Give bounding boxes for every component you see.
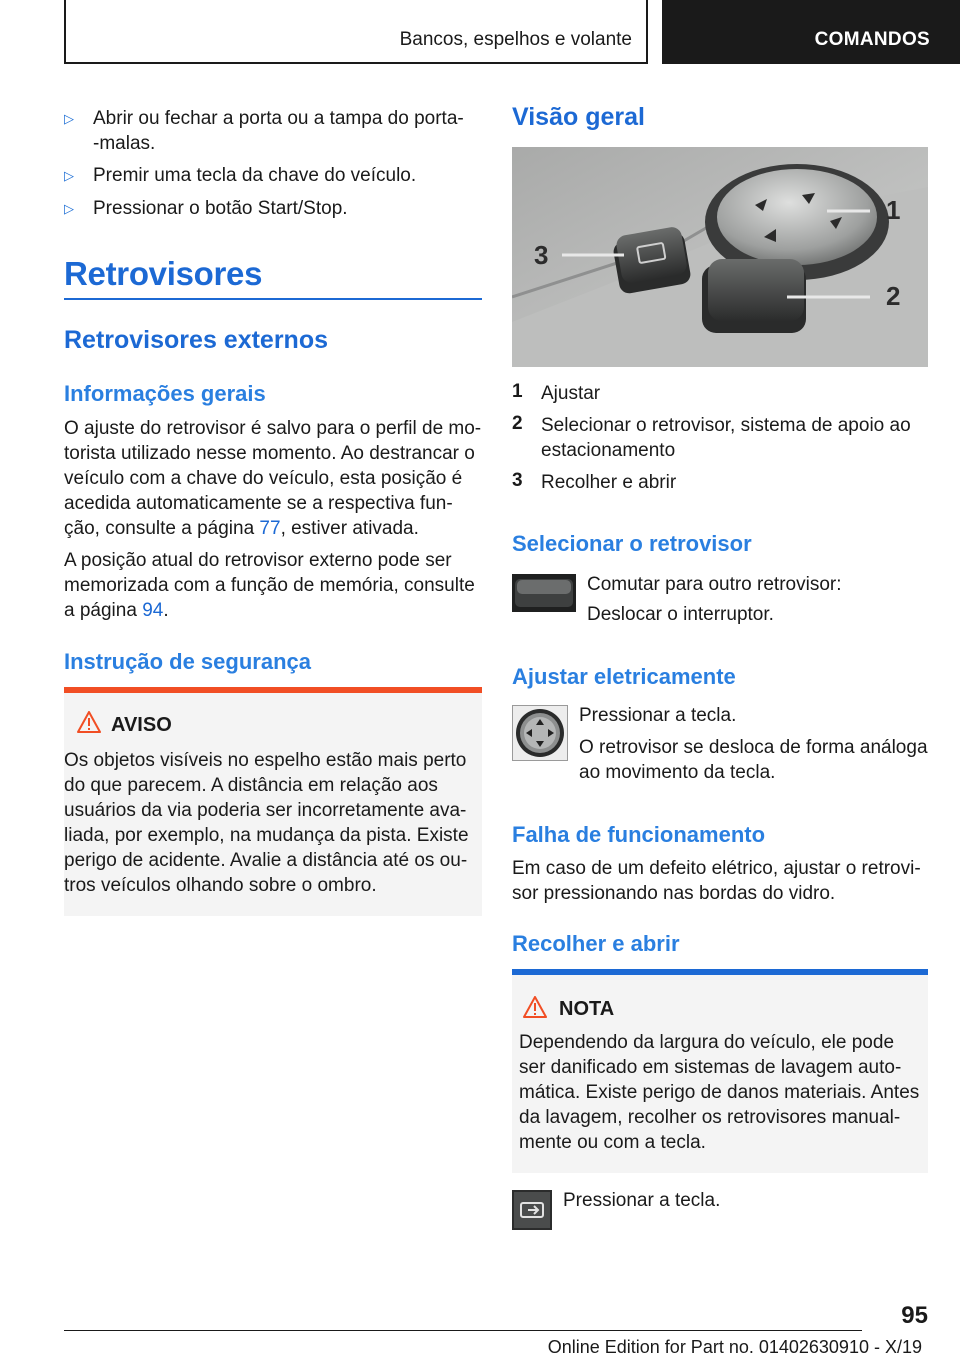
heading-retrovisores-externos: Retrovisores externos <box>64 326 329 354</box>
select-text-2: Deslocar o interruptor. <box>587 604 774 625</box>
footer-rule <box>64 1330 862 1331</box>
bullet-item <box>64 163 482 188</box>
warning-title: AVISO <box>111 714 172 736</box>
adjust-text-2: O retrovisor se desloca de forma análoga ao movimento da tecla. <box>579 737 928 783</box>
heading-informacoes-gerais: Informações gerais <box>64 381 266 406</box>
heading-ajustar-eletricamente: Ajustar eletricamente <box>512 664 736 689</box>
page-link-77[interactable]: 77 <box>259 518 281 539</box>
photo-callout-2: 2 <box>886 281 901 311</box>
fault-text: Em caso de um defeito elétrico, ajustar o retrovi- sor pressionando nas bordas do vidro. <box>512 858 921 904</box>
info-paragraph-1 <box>64 416 482 541</box>
header-section-title: Bancos, espelhos e volante <box>399 29 632 50</box>
heading-rule <box>64 298 482 300</box>
bullet-triangle-icon: ▷ <box>64 111 74 126</box>
heading-selecionar-retrovisor: Selecionar o retrovisor <box>512 531 752 556</box>
header-section-box <box>64 0 648 64</box>
info-text: . <box>163 600 169 621</box>
page-link-94[interactable]: 94 <box>142 600 164 621</box>
bullet-item <box>64 196 482 221</box>
photo-callout-3: 3 <box>534 240 549 270</box>
bullet-text: Pressionar o botão Start/Stop. <box>93 198 348 219</box>
note-text: Dependendo da largura do veículo, ele pode ser danificado em sistemas de lavagem auto- mática. Existe perigo de danos materiais. Antes da lavagem, recolher os retrovisores manual- mente ou com a tecla. <box>519 1032 920 1153</box>
bullet-text: Premir uma tecla da chave do veículo. <box>93 165 417 186</box>
page-number: 95 <box>901 1302 928 1329</box>
header-chapter-box <box>662 0 960 64</box>
info-text: O ajuste do retrovisor é salvo para o perfil de mo- torista utilizado nesse momento. Ao destrancar o veículo com a chave do veículo, esta posição é acedida automaticamente se a respectiva fun- ção, consulte a página <box>64 418 482 539</box>
adjust-text-1: Pressionar a tecla. <box>579 705 737 726</box>
legend-text: Recolher e abrir <box>541 472 677 493</box>
legend-text: Ajustar <box>541 383 601 404</box>
mirror-selector-switch-icon <box>512 574 576 612</box>
bullet-triangle-icon: ▷ <box>64 201 74 216</box>
info-text: A posição atual do retrovisor externo pode ser memorizada com a função de memória, consulte a página <box>64 550 475 621</box>
info-paragraph-2 <box>64 548 482 623</box>
bullet-triangle-icon: ▷ <box>64 168 74 183</box>
legend-item <box>512 470 928 495</box>
legend-number: 3 <box>512 470 523 491</box>
bullet-item <box>64 106 482 156</box>
warning-triangle-icon <box>77 711 101 733</box>
bullet-text: Abrir ou fechar a porta ou a tampa do porta- -malas. <box>93 108 464 154</box>
legend-text: Selecionar o retrovisor, sistema de apoio ao estacionamento <box>541 415 911 461</box>
select-text-1: Comutar para outro retrovisor: <box>587 574 842 595</box>
heading-retrovisores: Retrovisores <box>64 255 263 292</box>
heading-recolher-abrir: Recolher e abrir <box>512 931 680 956</box>
fold-mirror-button-icon <box>512 1190 552 1230</box>
warning-text: Os objetos visíveis no espelho estão mais perto do que parecem. A distância em relação aos usuários da via poderia ser incorretamente ava- liada, por exemplo, na mudança da pista. Existe perigo de acidente. Avalie a distância até os ou- tros veículos olhando sobre o ombro. <box>64 750 469 896</box>
fold-text: Pressionar a tecla. <box>563 1190 721 1211</box>
footer-edition: Online Edition for Part no. 01402630910 - X/19 <box>547 1337 922 1357</box>
info-text: , estiver ativada. <box>280 518 419 539</box>
legend-number: 2 <box>512 413 523 434</box>
heading-visao-geral: Visão geral <box>512 103 645 131</box>
heading-falha-funcionamento: Falha de funcionamento <box>512 822 766 847</box>
heading-instrucao-seguranca: Instrução de segurança <box>64 649 311 674</box>
photo-callout-1: 1 <box>886 195 901 225</box>
header-chapter-title: COMANDOS <box>814 29 930 50</box>
warning-box <box>64 693 482 916</box>
mirror-controls-photo <box>512 147 928 367</box>
legend-number: 1 <box>512 381 523 402</box>
legend-item <box>512 381 928 406</box>
note-title: NOTA <box>559 998 615 1020</box>
note-box <box>512 975 928 1173</box>
note-triangle-icon <box>523 996 547 1018</box>
legend-item <box>512 413 928 463</box>
adjust-mirror-button-icon <box>512 705 568 761</box>
